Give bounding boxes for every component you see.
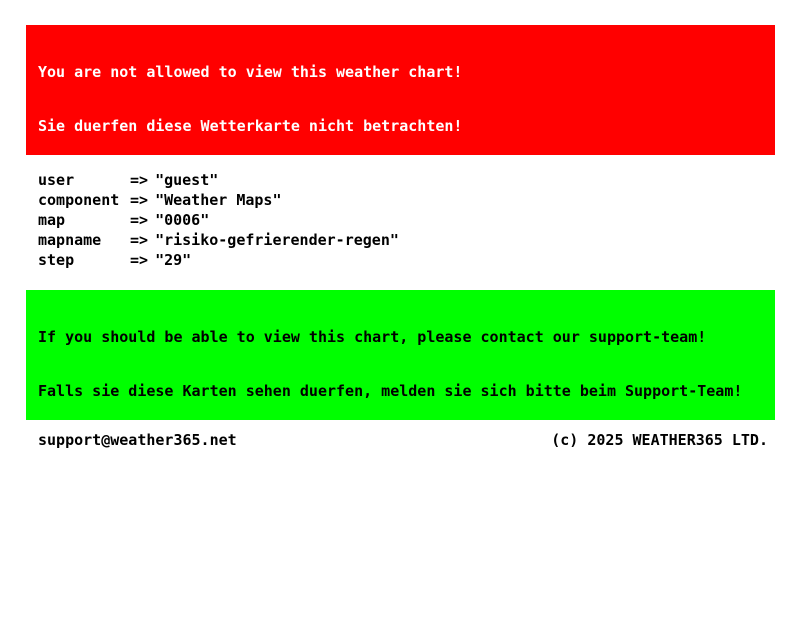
detail-value: "29" [155, 251, 192, 269]
detail-row-component [38, 190, 800, 210]
error-banner-line-de: Sie duerfen diese Wetterkarte nicht betrachten! [38, 117, 463, 135]
detail-value: "0006" [155, 211, 210, 229]
error-banner [26, 25, 775, 155]
arrow-glyph: => [130, 211, 149, 229]
detail-row-map [38, 210, 800, 230]
support-banner [26, 290, 775, 420]
detail-key: component [38, 191, 120, 209]
detail-key: map [38, 211, 66, 229]
support-email: support@weather365.net [38, 431, 237, 449]
detail-value: "risiko-gefrierender-regen" [155, 231, 399, 249]
detail-row-mapname [38, 230, 800, 250]
detail-key: step [38, 251, 75, 269]
detail-value: "Weather Maps" [155, 191, 282, 209]
detail-value: "guest" [155, 171, 219, 189]
detail-key: mapname [38, 231, 102, 249]
footer [38, 430, 768, 450]
support-banner-line-de: Falls sie diese Karten sehen duerfen, melden sie sich bitte beim Support-Team! [38, 382, 743, 400]
detail-row-user [38, 170, 800, 190]
arrow-glyph: => [130, 171, 149, 189]
copyright-notice: (c) 2025 WEATHER365 LTD. [551, 431, 768, 449]
detail-key: user [38, 171, 75, 189]
error-banner-line-en: You are not allowed to view this weather chart! [38, 63, 463, 81]
arrow-glyph: => [130, 191, 149, 209]
arrow-glyph: => [130, 251, 149, 269]
support-banner-line-en: If you should be able to view this chart, please contact our support-team! [38, 328, 707, 346]
detail-row-step [38, 250, 800, 270]
arrow-glyph: => [130, 231, 149, 249]
request-details [38, 170, 800, 270]
